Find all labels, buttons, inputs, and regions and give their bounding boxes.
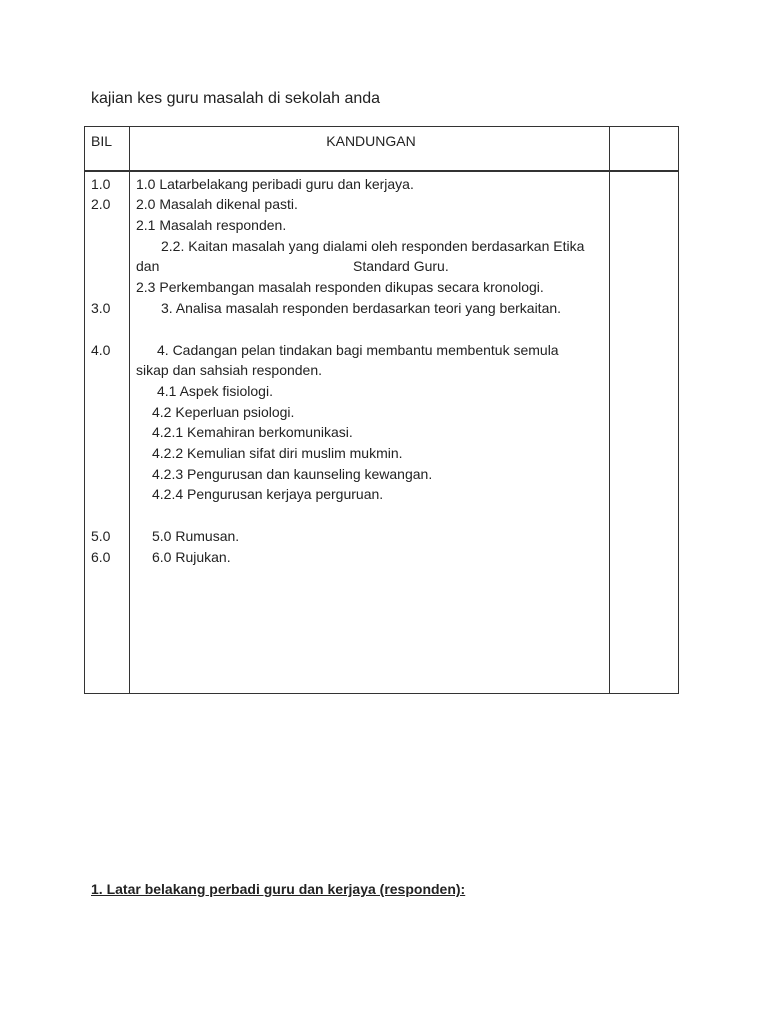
content-item: 3. Analisa masalah responden berdasarkan teori yang berkaitan. bbox=[161, 300, 562, 316]
column-divider-right bbox=[609, 127, 610, 693]
content-item: 1.0 Latarbelakang peribadi guru dan kerjaya. bbox=[136, 176, 414, 192]
header-bil: BIL bbox=[91, 133, 113, 149]
column-divider-bil bbox=[129, 127, 130, 693]
bil-number: 4.0 bbox=[91, 342, 111, 358]
content-item: dan bbox=[136, 258, 160, 274]
content-item: 2.2. Kaitan masalah yang dialami oleh responden berdasarkan Etika bbox=[161, 238, 585, 254]
content-item: 4.2.1 Kemahiran berkomunikasi. bbox=[152, 424, 353, 440]
bil-number: 6.0 bbox=[91, 549, 111, 565]
content-item: 2.0 Masalah dikenal pasti. bbox=[136, 196, 298, 212]
content-item: 2.3 Perkembangan masalah responden dikupas secara kronologi. bbox=[136, 279, 544, 295]
content-item: 5.0 Rumusan. bbox=[152, 528, 240, 544]
contents-table bbox=[84, 126, 679, 694]
content-item: 4.2.3 Pengurusan dan kaunseling kewangan. bbox=[152, 466, 433, 482]
section-heading: 1. Latar belakang perbadi guru dan kerjaya (responden): bbox=[91, 881, 466, 897]
content-item: 6.0 Rujukan. bbox=[152, 549, 231, 565]
content-item: sikap dan sahsiah responden. bbox=[136, 362, 323, 378]
content-item: 4.2 Keperluan psiologi. bbox=[152, 404, 295, 420]
bil-number: 1.0 bbox=[91, 176, 111, 192]
content-item: Standard Guru. bbox=[353, 258, 449, 274]
content-item: 4. Cadangan pelan tindakan bagi membantu membentuk semula bbox=[157, 342, 559, 358]
bil-number: 5.0 bbox=[91, 528, 111, 544]
content-item: 4.2.2 Kemulian sifat diri muslim mukmin. bbox=[152, 445, 403, 461]
page-title: kajian kes guru masalah di sekolah anda bbox=[91, 90, 381, 107]
content-item: 4.1 Aspek fisiologi. bbox=[157, 383, 273, 399]
bil-number: 2.0 bbox=[91, 196, 111, 212]
header-divider bbox=[85, 170, 678, 172]
content-item: 2.1 Masalah responden. bbox=[136, 217, 287, 233]
bil-number: 3.0 bbox=[91, 300, 111, 316]
header-kandungan: KANDUNGAN bbox=[326, 133, 416, 149]
content-item: 4.2.4 Pengurusan kerjaya perguruan. bbox=[152, 486, 384, 502]
